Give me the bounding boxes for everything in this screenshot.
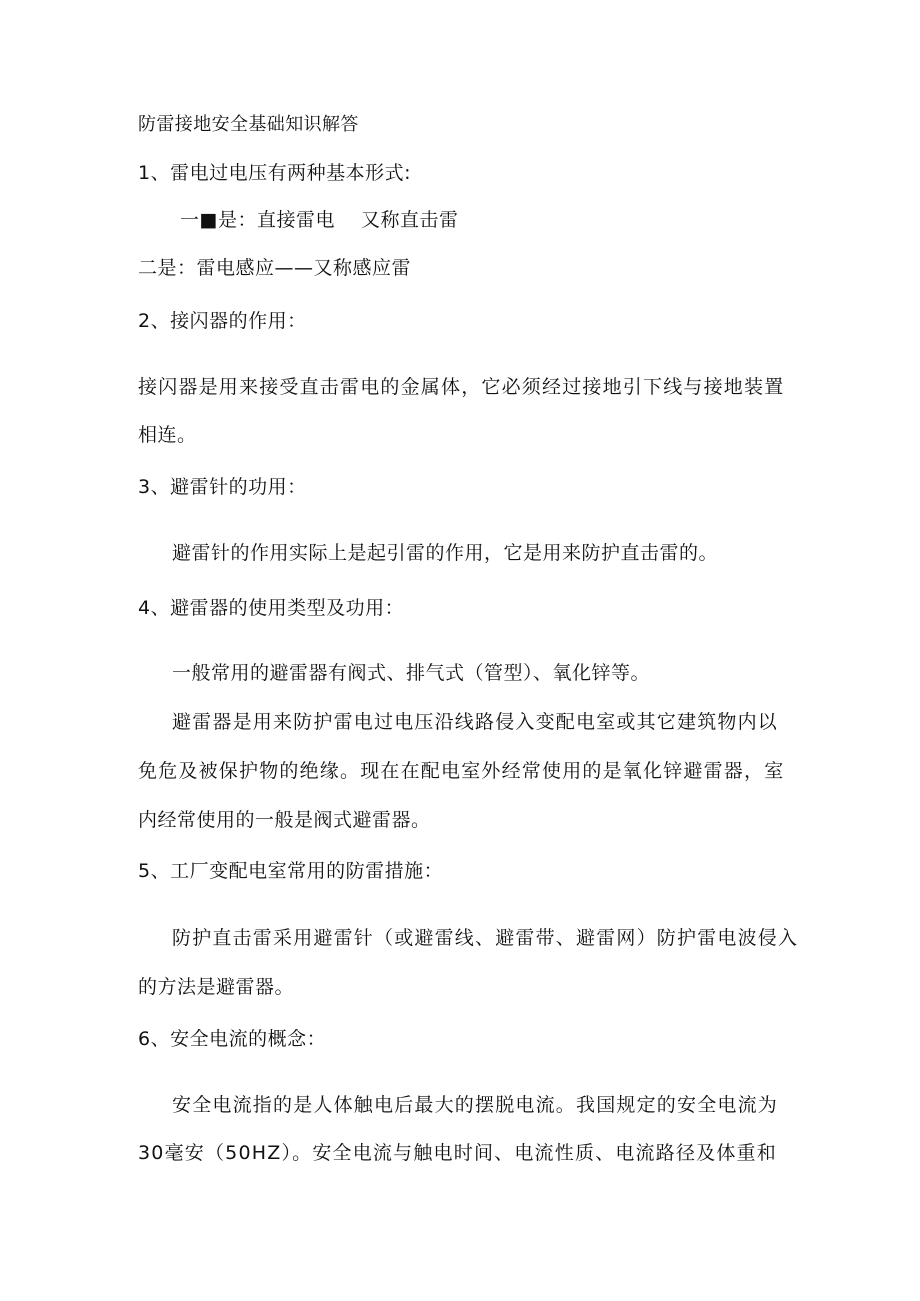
paragraph-line: 的方法是避雷器。 xyxy=(138,976,295,998)
paragraph-line: 接闪器是用来接受直击雷电的金属体，它必须经过接地引下线与接地装置 xyxy=(138,376,785,398)
section-heading: 2、接闪器的作用： xyxy=(138,310,307,332)
paragraph-line: 安全电流指的是人体触电后最大的摆脱电流。我国规定的安全电流为 xyxy=(172,1094,779,1116)
section-heading: 3、避雷针的功用： xyxy=(138,476,307,498)
section-heading: 4、避雷器的使用类型及功用： xyxy=(138,597,405,619)
paragraph-line: 30毫安（50HZ）。安全电流与触电时间、电流性质、电流路径及体重和 xyxy=(138,1142,777,1164)
paragraph-line: 避雷针的作用实际上是起引雷的作用，它是用来防护直击雷的。 xyxy=(172,542,719,564)
paragraph-line: 一般常用的避雷器有阀式、排气式（管型）、氧化锌等。 xyxy=(172,662,651,684)
paragraph-line: 防护直击雷采用避雷针（或避雷线、避雷带、避雷网）防护雷电波侵入 xyxy=(172,927,799,949)
paragraph-line: 内经常使用的一般是阀式避雷器。 xyxy=(138,809,431,831)
paragraph-line: 免危及被保护物的绝缘。现在在配电室外经常使用的是氧化锌避雷器，室 xyxy=(138,760,785,782)
paragraph-line: 避雷器是用来防护雷电过电压沿线路侵入变配电室或其它建筑物内以 xyxy=(172,711,779,733)
paragraph-line: 一■是：直接雷电 又称直击雷 xyxy=(180,209,459,231)
section-heading: 6、安全电流的概念： xyxy=(138,1028,327,1050)
paragraph-line: 二是：雷电感应——又称感应雷 xyxy=(138,257,412,279)
document-title: 防雷接地安全基础知识解答 xyxy=(138,114,359,135)
section-heading: 5、工厂变配电室常用的防雷措施： xyxy=(138,860,444,882)
paragraph-line: 相连。 xyxy=(138,424,197,446)
section-heading: 1、雷电过电压有两种基本形式: xyxy=(138,162,411,184)
